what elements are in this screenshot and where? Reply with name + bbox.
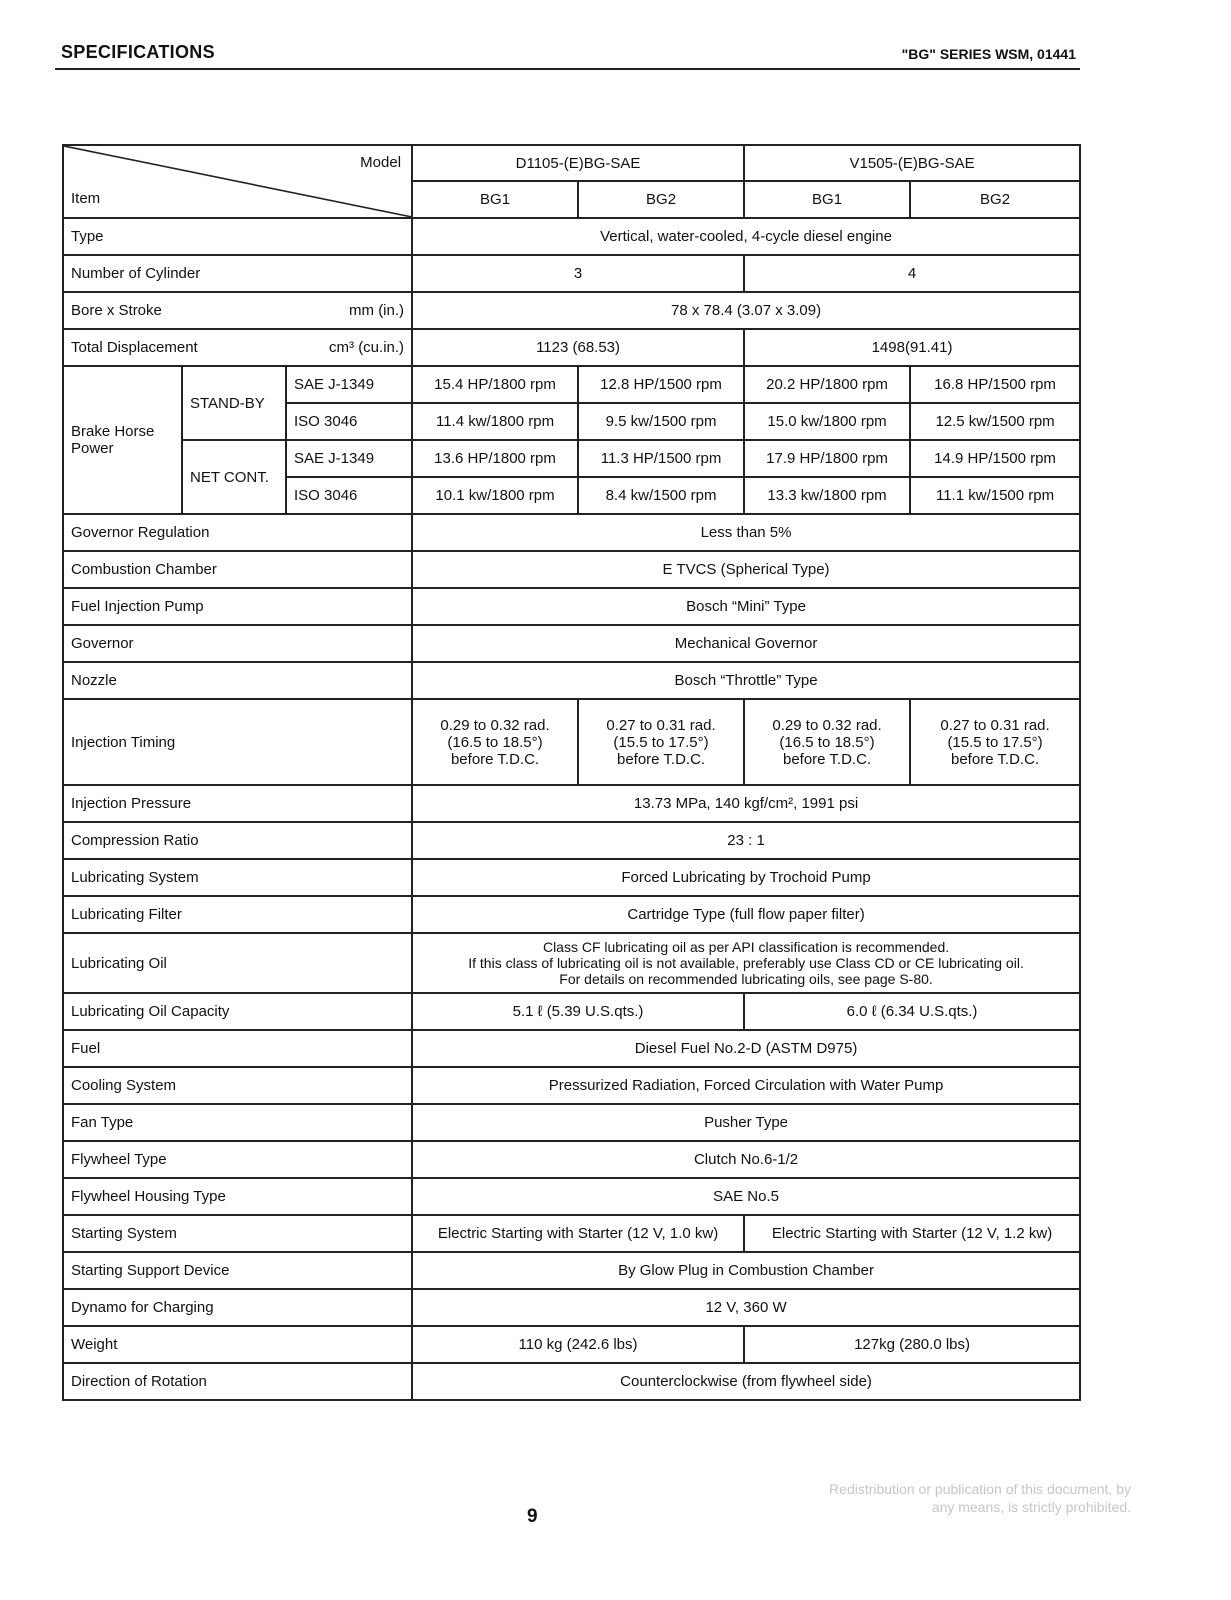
row-value: 23 : 1: [412, 822, 1080, 859]
table-row: [63, 1067, 1080, 1104]
table-row: [63, 551, 1080, 588]
row-value: 3: [412, 255, 744, 292]
document-reference: "BG" SERIES WSM, 01441: [901, 46, 1076, 62]
redistribution-notice: [829, 1480, 1131, 1516]
bhp-value: 8.4 kw/1500 rpm: [578, 477, 744, 514]
table-row: [63, 366, 1080, 403]
row-value: Mechanical Governor: [412, 625, 1080, 662]
row-label: Dynamo for Charging: [63, 1289, 412, 1326]
model-d1105: D1105-(E)BG-SAE: [412, 145, 744, 181]
timing-cell: [578, 699, 744, 785]
row-label: Nozzle: [63, 662, 412, 699]
row-label: Power: [71, 440, 114, 457]
timing-line: 0.27 to 0.31 rad.: [606, 716, 716, 734]
row-label: Total Displacement: [71, 339, 198, 356]
row-label-cell: [63, 292, 412, 329]
timing-line: (16.5 to 18.5°): [447, 733, 543, 751]
net-cont-label: NET CONT.: [182, 440, 286, 514]
row-value: 13.73 MPa, 140 kgf/cm², 1991 psi: [412, 785, 1080, 822]
standard-label: SAE J-1349: [286, 440, 412, 477]
bhp-value: 11.1 kw/1500 rpm: [910, 477, 1080, 514]
standard-label: ISO 3046: [286, 477, 412, 514]
table-row: [63, 218, 1080, 255]
table-row: [63, 440, 1080, 477]
bhp-value: 16.8 HP/1500 rpm: [910, 366, 1080, 403]
row-label: Governor Regulation: [63, 514, 412, 551]
row-label: Injection Pressure: [63, 785, 412, 822]
unit-label: cm³ (cu.in.): [329, 339, 405, 356]
row-value: 1498(91.41): [744, 329, 1080, 366]
bhp-value: 10.1 kw/1800 rpm: [412, 477, 578, 514]
timing-line: before T.D.C.: [782, 750, 872, 768]
timing-cell: [910, 699, 1080, 785]
timing-line: 0.29 to 0.32 rad.: [772, 716, 882, 734]
row-value: Electric Starting with Starter (12 V, 1.2 kw): [744, 1215, 1080, 1252]
variant-v1505-bg2: BG2: [910, 181, 1080, 218]
model-item-corner-cell: [63, 145, 412, 218]
notice-line: Redistribution or publication of this document, by: [829, 1481, 1131, 1497]
variant-d1105-bg1: BG1: [412, 181, 578, 218]
row-value: 4: [744, 255, 1080, 292]
table-row: [63, 588, 1080, 625]
row-label: Compression Ratio: [63, 822, 412, 859]
bhp-value: 20.2 HP/1800 rpm: [744, 366, 910, 403]
row-label: Weight: [63, 1326, 412, 1363]
variant-v1505-bg1: BG1: [744, 181, 910, 218]
table-row: [63, 859, 1080, 896]
specifications-table: [62, 144, 1081, 1401]
bhp-value: 13.6 HP/1800 rpm: [412, 440, 578, 477]
item-label: Item: [71, 190, 101, 207]
row-label: Number of Cylinder: [63, 255, 412, 292]
table-row: [63, 292, 1080, 329]
timing-cell: [412, 699, 578, 785]
table-row: [63, 1104, 1080, 1141]
timing-line: 0.29 to 0.32 rad.: [440, 716, 550, 734]
row-value: Vertical, water-cooled, 4-cycle diesel engine: [412, 218, 1080, 255]
table-row: [63, 145, 1080, 181]
table-row: [63, 1178, 1080, 1215]
row-label: Flywheel Housing Type: [63, 1178, 412, 1215]
note-line: If this class of lubricating oil is not available, preferably use Class CD or CE lubricating oil.: [468, 955, 1024, 971]
row-value: Cartridge Type (full flow paper filter): [412, 896, 1080, 933]
row-value: By Glow Plug in Combustion Chamber: [412, 1252, 1080, 1289]
bhp-value: 12.8 HP/1500 rpm: [578, 366, 744, 403]
table-row: [63, 785, 1080, 822]
row-value: 78 x 78.4 (3.07 x 3.09): [412, 292, 1080, 329]
row-value: Diesel Fuel No.2-D (ASTM D975): [412, 1030, 1080, 1067]
variant-d1105-bg2: BG2: [578, 181, 744, 218]
row-value: Bosch “Mini” Type: [412, 588, 1080, 625]
standard-label: SAE J-1349: [286, 366, 412, 403]
row-value: E TVCS (Spherical Type): [412, 551, 1080, 588]
bhp-value: 9.5 kw/1500 rpm: [578, 403, 744, 440]
row-label: Fuel Injection Pump: [63, 588, 412, 625]
row-value: 12 V, 360 W: [412, 1289, 1080, 1326]
bhp-value: 11.3 HP/1500 rpm: [578, 440, 744, 477]
bhp-value: 12.5 kw/1500 rpm: [910, 403, 1080, 440]
timing-cell: [744, 699, 910, 785]
brake-horse-power-label: [63, 366, 182, 514]
table-row: [63, 993, 1080, 1030]
table-row: [63, 625, 1080, 662]
row-label: Starting System: [63, 1215, 412, 1252]
timing-line: (16.5 to 18.5°): [779, 733, 875, 751]
model-label: Model: [360, 154, 402, 171]
model-v1505: V1505-(E)BG-SAE: [744, 145, 1080, 181]
bhp-value: 14.9 HP/1500 rpm: [910, 440, 1080, 477]
table-row: [63, 699, 1080, 785]
note-line: Class CF lubricating oil as per API classification is recommended.: [542, 939, 950, 955]
table-row: [63, 1252, 1080, 1289]
row-label: Governor: [63, 625, 412, 662]
table-row: [63, 514, 1080, 551]
row-value: Bosch “Throttle” Type: [412, 662, 1080, 699]
timing-line: before T.D.C.: [450, 750, 540, 768]
row-label: Direction of Rotation: [63, 1363, 412, 1400]
table-row: [63, 255, 1080, 292]
table-row: [63, 1363, 1080, 1400]
row-value: Pressurized Radiation, Forced Circulation with Water Pump: [412, 1067, 1080, 1104]
row-value: Counterclockwise (from flywheel side): [412, 1363, 1080, 1400]
lubricating-oil-note: [412, 933, 1080, 993]
row-label: Type: [63, 218, 412, 255]
standby-label: STAND-BY: [182, 366, 286, 440]
table-row: [63, 1215, 1080, 1252]
row-label: Lubricating System: [63, 859, 412, 896]
row-value: Clutch No.6-1/2: [412, 1141, 1080, 1178]
timing-line: (15.5 to 17.5°): [947, 733, 1043, 751]
bhp-value: 17.9 HP/1800 rpm: [744, 440, 910, 477]
row-value: 110 kg (242.6 lbs): [412, 1326, 744, 1363]
row-label: Lubricating Oil Capacity: [63, 993, 412, 1030]
row-label: Brake Horse: [71, 423, 155, 440]
row-value: Electric Starting with Starter (12 V, 1.0 kw): [412, 1215, 744, 1252]
table-row: [63, 896, 1080, 933]
bhp-value: 13.3 kw/1800 rpm: [744, 477, 910, 514]
bhp-value: 15.4 HP/1800 rpm: [412, 366, 578, 403]
row-value: Pusher Type: [412, 1104, 1080, 1141]
row-label: Lubricating Oil: [63, 933, 412, 993]
row-value: 6.0 ℓ (6.34 U.S.qts.): [744, 993, 1080, 1030]
row-label: Lubricating Filter: [63, 896, 412, 933]
row-label: Starting Support Device: [63, 1252, 412, 1289]
table-row: [63, 662, 1080, 699]
row-value: 1123 (68.53): [412, 329, 744, 366]
row-label: Injection Timing: [63, 699, 412, 785]
page-number: 9: [527, 1506, 538, 1527]
row-value: SAE No.5: [412, 1178, 1080, 1215]
table-row: [63, 329, 1080, 366]
row-value: 127kg (280.0 lbs): [744, 1326, 1080, 1363]
row-label: Bore x Stroke: [71, 302, 162, 319]
bhp-value: 15.0 kw/1800 rpm: [744, 403, 910, 440]
timing-line: (15.5 to 17.5°): [613, 733, 709, 751]
unit-label: mm (in.): [349, 302, 405, 319]
table-row: [63, 1326, 1080, 1363]
note-line: For details on recommended lubricating oils, see page S-80.: [559, 971, 933, 987]
timing-line: before T.D.C.: [616, 750, 706, 768]
section-title: SPECIFICATIONS: [61, 42, 215, 62]
row-label: Fuel: [63, 1030, 412, 1067]
table-row: [63, 1141, 1080, 1178]
row-value: Less than 5%: [412, 514, 1080, 551]
row-value: 5.1 ℓ (5.39 U.S.qts.): [412, 993, 744, 1030]
table-row: [63, 1289, 1080, 1326]
row-label: Combustion Chamber: [63, 551, 412, 588]
timing-line: before T.D.C.: [951, 750, 1040, 768]
standard-label: ISO 3046: [286, 403, 412, 440]
row-value: Forced Lubricating by Trochoid Pump: [412, 859, 1080, 896]
notice-line: any means, is strictly prohibited.: [931, 1499, 1131, 1515]
table-row: [63, 822, 1080, 859]
table-row: [63, 933, 1080, 993]
bhp-value: 11.4 kw/1800 rpm: [412, 403, 578, 440]
page-header: [55, 40, 1080, 70]
row-label: Fan Type: [63, 1104, 412, 1141]
row-label: Flywheel Type: [63, 1141, 412, 1178]
table-row: [63, 1030, 1080, 1067]
row-label: Cooling System: [63, 1067, 412, 1104]
timing-line: 0.27 to 0.31 rad.: [940, 716, 1050, 734]
row-label-cell: [63, 329, 412, 366]
